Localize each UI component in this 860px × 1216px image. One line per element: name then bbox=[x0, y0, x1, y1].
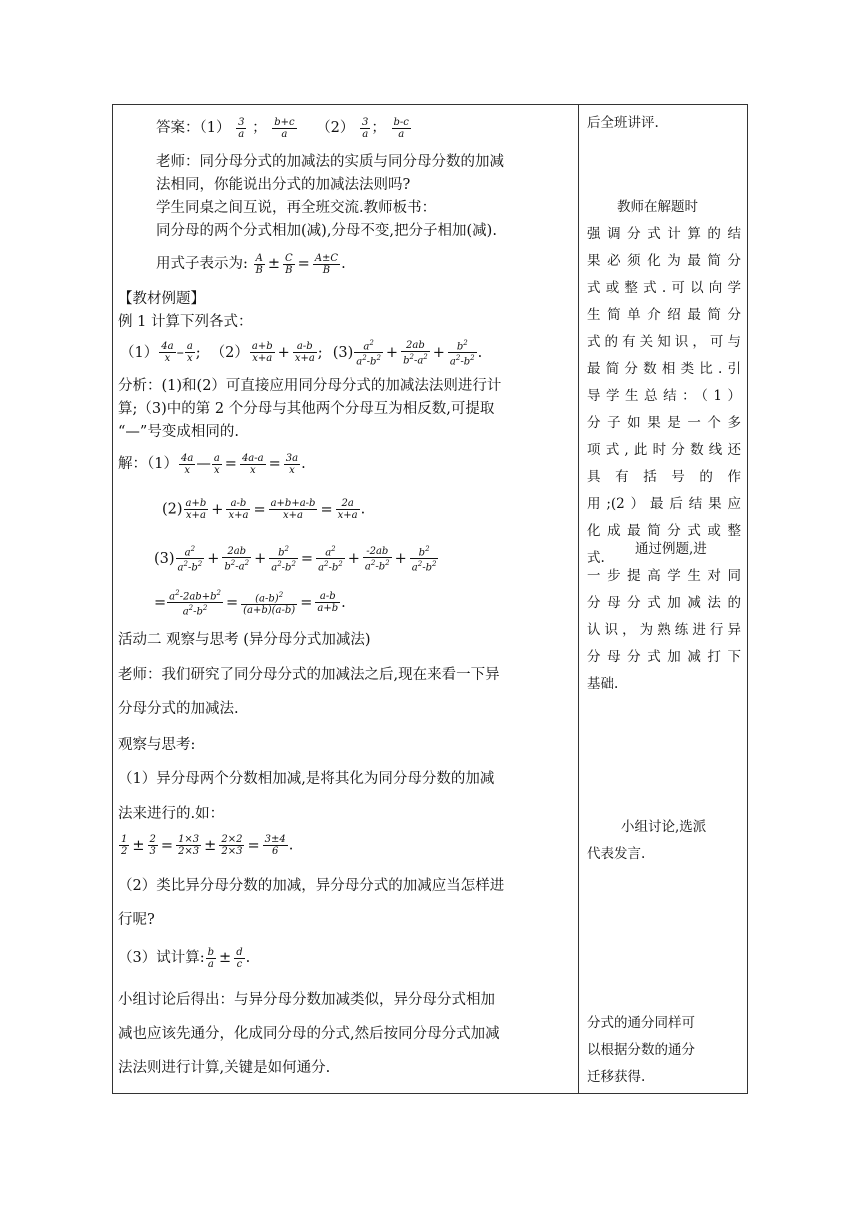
answer-frac-1: $\frac{3}{a}$ bbox=[238, 116, 245, 140]
example-title: 例 1 计算下列各式： bbox=[118, 314, 253, 330]
note-2: 教师在解题时 强调分式计算的结 果必须化为最简分 式或整式.可以向学 生简单介绍最简分 式的有关知识，可与 最简分数相类比.引 导学生总结：（1） 分子如果是一个多 项式,此时分数线还 具有括号的作 用;(2）最后结果应 化成最简分式或整 式. bbox=[587, 199, 741, 566]
example-expressions: （1） $\frac{4a}{x}$ – $\frac{a}{x}$ ; （2） $\frac{a+b}{x+a}$ + $\frac{a-b}{x+a}$ ; (3) $\frac{a^2}{a^2-b^2}$ + $\frac{2ab}{b^2-a^2}$ + $\frac{b^2}{a^2-b^2}$ . bbox=[120, 339, 483, 368]
paragraph: 小组讨论后得出：与异分母分数加减类似，异分母分式相加 bbox=[118, 992, 495, 1008]
paragraph: 学生同桌之间互说，再全班交流.教师板书： bbox=[156, 200, 437, 216]
note-1: 后全班讲评. bbox=[587, 115, 659, 131]
solution-2: (2) $\frac{a+b}{x+a}$ + $\frac{a-b}{x+a}$ = $\frac{a+b+a-b}{x+a}$ = $\frac{2a}{x+a}$ . bbox=[162, 498, 366, 521]
activity-heading: 活动二 观察与思考 (异分母分式加减法) bbox=[118, 632, 371, 648]
column-divider bbox=[578, 104, 579, 1094]
paragraph: 法法则进行计算,关键是如何通分. bbox=[118, 1060, 331, 1076]
section-heading: 【教材例题】 bbox=[118, 291, 205, 307]
paragraph: 分母分式的加减法. bbox=[118, 701, 239, 717]
rule-statement: 同分母的两个分式相加(减),分母不变,把分子相加(减). bbox=[156, 223, 497, 239]
fraction-example: $\frac{1}{2}$ ± $\frac{2}{3}$ = $\frac{1\times 3}{2\times 3}$ ± $\frac{2\times 2}{2\times 3}$ = $\frac{3\pm 4}{6}$ . bbox=[121, 834, 294, 857]
note-5: 分式的通分同样可 以根据分数的通分 迁移获得. bbox=[587, 1015, 695, 1085]
paragraph: 法相同，你能说出分式的加减法法则吗? bbox=[156, 177, 411, 193]
formula-line: 用式子表示为: $\frac{A}{B}$ ± $\frac{C}{B}$ = $\frac{A\pm C}{B}$ . bbox=[156, 252, 346, 276]
answer-frac-2: $\frac{b+c}{a}$ bbox=[274, 116, 295, 140]
try-compute: （3）试计算: $\frac{b}{a}$ ± $\frac{d}{c}$ . bbox=[118, 946, 251, 970]
note-4: 小组讨论,选派 代表发言. bbox=[587, 819, 707, 862]
answer-frac-3: $\frac{3}{a}$ bbox=[362, 116, 369, 140]
paragraph: 老师：我们研究了同分母分式的加减法之后,现在来看一下异 bbox=[118, 667, 500, 683]
solution-3-continued: = $\frac{a^2-2ab+b^2}{a^2-b^2}$ = $\frac{(a-b)^2}{(a+b)(a-b)}$ = $\frac{a-b}{a+b}$ . bbox=[154, 589, 346, 618]
analysis-line: 算;（3)中的第 2 个分母与其他两个分母互为相反数,可提取 bbox=[118, 401, 495, 417]
paragraph: 观察与思考: bbox=[118, 737, 196, 753]
note-3: 通过例题,进 一步提高学生对同 分母分式加减法的 认识，为熟练进行异 分母分式加减打下 基础. bbox=[587, 541, 741, 692]
paragraph: 老师：同分母分式的加减法的实质与同分母分数的加减 bbox=[156, 154, 504, 170]
solution-1: 解：（1） $\frac{4a}{x}$ — $\frac{a}{x}$ = $\frac{4a-a}{x}$ = $\frac{3a}{x}$ . bbox=[118, 452, 306, 476]
paragraph: 减也应该先通分，化成同分母的分式,然后按同分母分式加减 bbox=[118, 1026, 500, 1042]
analysis-line: “—”号变成相同的. bbox=[118, 424, 239, 440]
paragraph: （1）异分母两个分数相加减,是将其化为同分母分数的加减 bbox=[118, 771, 495, 787]
paragraph: （2）类比异分母分数的加减，异分母分式的加减应当怎样进 bbox=[118, 878, 505, 894]
paragraph: 法来进行的.如： bbox=[118, 806, 225, 822]
answer-line: 答案：（1） $\frac{3}{a}$ ； $\frac{b+c}{a}$ （2） $\frac{3}{a}$ ； $\frac{b-c}{a}$ bbox=[156, 116, 409, 140]
answer-frac-4: $\frac{b-c}{a}$ bbox=[393, 116, 409, 140]
paragraph: 行呢? bbox=[118, 912, 155, 928]
analysis-line: 分析：(1)和(2）可直接应用同分母分式的加减法法则进行计 bbox=[118, 378, 502, 394]
solution-3: (3) $\frac{a^2}{a^2-b^2}$ + $\frac{2ab}{b^2-a^2}$ + $\frac{b^2}{a^2-b^2}$ = $\frac{a^2}{a^2-b^2}$ + $\frac{-2ab}{a^2-b^2}$ + $\frac{b^2}{a^2-b^2}$ bbox=[154, 545, 437, 574]
answer-label: 答案：（1） bbox=[156, 120, 231, 136]
